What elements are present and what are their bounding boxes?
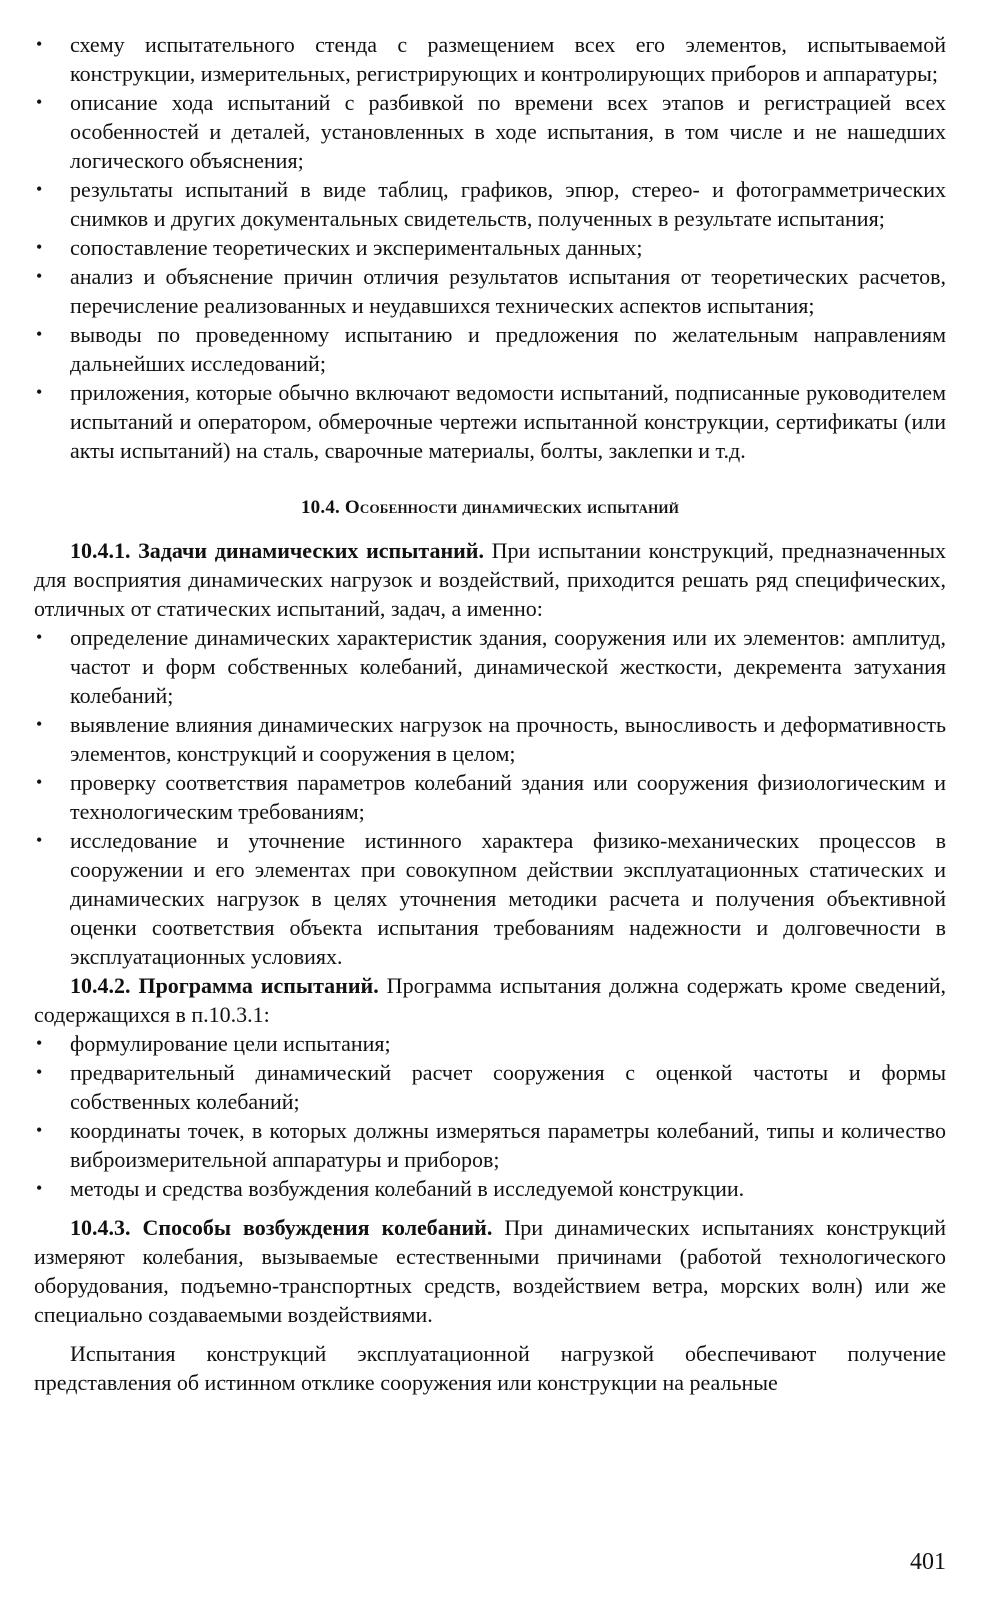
subsection-number: 10.4.3. Способы возбуждения колебаний.: [70, 1215, 493, 1240]
dynamic-tasks-list: [34, 623, 946, 971]
program-list: [34, 1029, 946, 1203]
list-item: • анализ и объяснение причин отличия результатов испытания от теоретических расчетов, перечисление реализованных и неудавшихся технических аспектов испытания;: [34, 262, 946, 320]
list-item: • формулирование цели испытания;: [34, 1029, 946, 1058]
list-item: • координаты точек, в которых должны измеряться параметры колебаний, типы и количество виброизмерительной аппаратуры и приборов;: [34, 1116, 946, 1174]
list-item: • выводы по проведенному испытанию и предложения по желательным направлениям дальнейших исследований;: [34, 320, 946, 378]
paragraph-10-4-3: [34, 1213, 946, 1329]
page-content: [34, 30, 946, 1397]
subsection-number: 10.4.2. Программа испытаний.: [70, 973, 379, 998]
report-contents-list: [34, 30, 946, 465]
list-item: • исследование и уточнение истинного характера физико-механических процессов в сооружении и его элементах при совокупном действии эксплуатационных статических и динамических нагрузок в целях уточнения методики расчета и получения объективной оценки соответствия объекта испытания требованиям надежности и долговечности в эксплуатационных условиях.: [34, 826, 946, 971]
paragraph-operational-load: Испытания конструкций эксплуатационной нагрузкой обеспечивают получение представления об истинном отклике сооружения или конструкции на реальные: [34, 1341, 946, 1395]
paragraph-text: Программа испытания должна содержать кроме сведений, содержащихся в п.10.3.1:: [34, 973, 946, 1027]
list-item: • результаты испытаний в виде таблиц, графиков, эпюр, стерео- и фотограмметрических снимков и других документальных свидетельств, полученных в результате испытания;: [34, 175, 946, 233]
page-number: 401: [910, 1549, 946, 1575]
section-heading: 10.4. Особенности динамических испытаний: [300, 497, 680, 518]
list-item: • сопоставление теоретических и экспериментальных данных;: [34, 233, 946, 262]
list-item: • схему испытательного стенда с размещением всех его элементов, испытываемой конструкции, измерительных, регистрирующих и контролирующих приборов и аппаратуры;: [34, 30, 946, 88]
list-item: • приложения, которые обычно включают ведомости испытаний, подписанные руководителем испытаний и оператором, обмерочные чертежи испытанной конструкции, сертификаты (или акты испытаний) на сталь, сварочные материалы, болты, заклепки и т.д.: [34, 378, 946, 465]
list-item: • выявление влияния динамических нагрузок на прочность, выносливость и деформативность элементов, конструкций и сооружения в целом;: [34, 710, 946, 768]
subsection-number: 10.4.1. Задачи динамических испытаний.: [70, 538, 484, 563]
list-item: • описание хода испытаний с разбивкой по времени всех этапов и регистрацией всех особенностей и деталей, установленных в ходе испытания, в том числе и не нашедших логического объяснения;: [34, 88, 946, 175]
list-item: • методы и средства возбуждения колебаний в исследуемой конструкции.: [34, 1174, 946, 1203]
paragraph-text: При испытании конструкций, предназначенных для восприятия динамических нагрузок и воздействий, приходится решать ряд специфических, отличных от статических испытаний, задач, а именно:: [34, 538, 946, 621]
list-item: • определение динамических характеристик здания, сооружения или их элементов: амплитуд, частот и форм собственных колебаний, динамической жесткости, декремента затухания колебаний;: [34, 623, 946, 710]
list-item: • предварительный динамический расчет сооружения с оценкой частоты и формы собственных колебаний;: [34, 1058, 946, 1116]
paragraph-10-4-1: [34, 536, 946, 623]
list-item: • проверку соответствия параметров колебаний здания или сооружения физиологическим и технологическим требованиям;: [34, 768, 946, 826]
paragraph-text: При динамических испытаниях конструкций измеряют колебания, вызываемые естественными причинами (работой технологического оборудования, подъемно-транспортных средств, воздействием ветра, морских волн) или же специально создаваемыми воздействиями.: [34, 1215, 946, 1327]
paragraph-10-4-2: [34, 971, 946, 1029]
